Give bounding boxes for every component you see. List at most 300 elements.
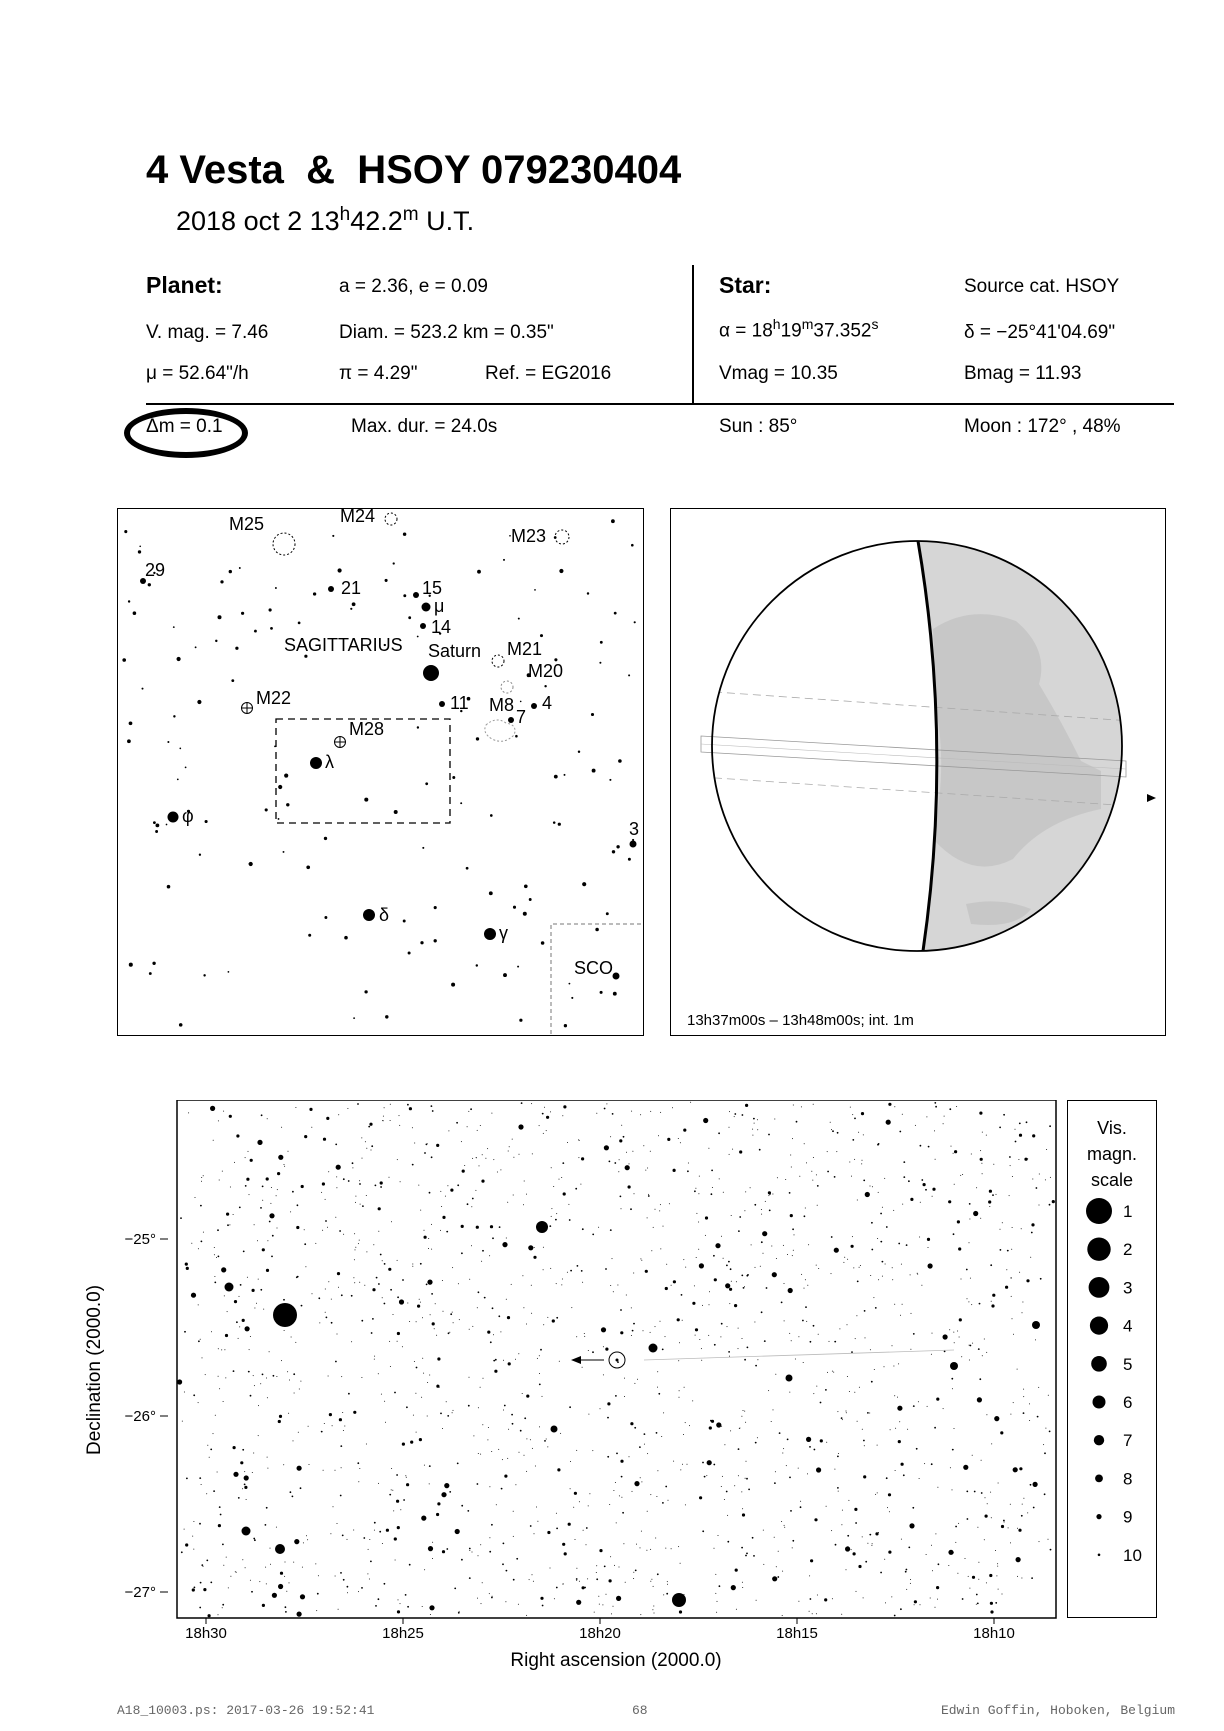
field-star <box>685 1267 686 1268</box>
field-star <box>449 1491 451 1493</box>
field-star <box>480 1387 481 1388</box>
field-star <box>403 1499 405 1501</box>
field-star <box>468 1405 470 1407</box>
field-star <box>304 1229 305 1230</box>
field-star <box>864 1310 866 1312</box>
field-star <box>321 1431 323 1433</box>
field-star <box>581 1157 584 1160</box>
field-star <box>789 1392 790 1393</box>
field-star <box>478 1407 479 1408</box>
field-star <box>633 1323 635 1325</box>
field-star <box>838 1491 839 1492</box>
field-star <box>859 1387 860 1388</box>
field-star <box>647 1168 648 1169</box>
field-star <box>663 1226 664 1227</box>
field-star <box>359 1240 360 1241</box>
field-star <box>634 1383 635 1384</box>
field-star <box>535 1466 536 1467</box>
field-star <box>458 1612 460 1614</box>
field-star <box>813 1157 814 1158</box>
finder-star <box>203 974 205 976</box>
field-star <box>512 1139 513 1140</box>
finder-label: 21 <box>341 578 362 598</box>
field-star <box>563 1584 564 1585</box>
field-star <box>1021 1578 1022 1579</box>
field-star <box>578 1157 579 1158</box>
field-star <box>728 1351 730 1353</box>
field-star <box>315 1563 316 1564</box>
field-star <box>1018 1529 1021 1532</box>
footer-file: A18_10003.ps: 2017-03-26 19:52:41 <box>117 1703 375 1718</box>
field-star <box>701 1348 702 1349</box>
globular-m22-symbol <box>242 703 253 714</box>
field-star <box>986 1582 987 1583</box>
field-star <box>276 1195 277 1196</box>
field-star <box>523 1204 524 1205</box>
field-star <box>262 1604 265 1607</box>
field-star <box>205 1374 206 1375</box>
field-star <box>625 1165 630 1170</box>
field-star <box>846 1411 847 1412</box>
field-star <box>680 1469 681 1470</box>
finder-star <box>235 647 238 650</box>
field-star <box>729 1127 730 1128</box>
field-star <box>614 1565 615 1566</box>
finder-star <box>600 641 603 644</box>
field-star <box>576 1568 577 1569</box>
field-star <box>628 1185 631 1188</box>
field-star <box>894 1304 895 1305</box>
field-star <box>539 1373 540 1374</box>
field-star <box>335 1361 337 1363</box>
cluster-m24-symbol <box>385 513 397 525</box>
field-star <box>645 1270 648 1273</box>
field-star <box>576 1450 577 1451</box>
field-star <box>530 1525 532 1527</box>
field-star <box>829 1341 830 1342</box>
field-star <box>842 1510 843 1511</box>
field-star <box>495 1359 497 1361</box>
field-star <box>789 1333 790 1334</box>
finder-star <box>124 530 127 533</box>
field-star <box>787 1439 789 1441</box>
field-star <box>218 1524 221 1527</box>
field-star <box>507 1202 508 1203</box>
asteroid-track <box>644 1350 954 1360</box>
field-star <box>337 1272 340 1275</box>
field-star <box>489 1486 490 1487</box>
field-star <box>249 1349 250 1350</box>
field-star <box>729 1288 732 1291</box>
field-star <box>300 1594 305 1599</box>
field-star <box>353 1530 354 1531</box>
field-star <box>353 1411 356 1414</box>
field-star <box>620 1331 623 1334</box>
field-star <box>518 1604 519 1605</box>
field-star <box>416 1432 417 1433</box>
field-star <box>431 1249 432 1250</box>
magnitude-label: 6 <box>1123 1393 1133 1412</box>
field-star <box>948 1200 951 1203</box>
field-star <box>295 1342 296 1343</box>
magnitude-dot <box>1094 1435 1104 1445</box>
field-star <box>892 1345 893 1346</box>
field-star <box>744 1359 746 1361</box>
field-star <box>477 1307 478 1308</box>
field-star <box>543 1269 544 1270</box>
field-star <box>1016 1557 1021 1562</box>
field-star <box>473 1435 474 1436</box>
field-star <box>736 1609 737 1610</box>
planet-diameter: Diam. = 523.2 km = 0.35" <box>339 322 554 343</box>
field-star <box>327 1227 328 1228</box>
field-star <box>877 1492 878 1493</box>
field-star <box>742 1508 743 1509</box>
field-star <box>201 1241 203 1243</box>
field-star <box>372 1318 374 1320</box>
field-star <box>455 1529 460 1534</box>
field-star <box>768 1134 770 1136</box>
field-star <box>709 1304 710 1305</box>
field-star <box>1001 1525 1004 1528</box>
field-star <box>293 1562 294 1563</box>
field-star <box>765 1201 766 1202</box>
field-star <box>708 1148 709 1149</box>
field-star <box>441 1492 446 1497</box>
field-star <box>813 1325 815 1327</box>
field-star <box>492 1237 494 1239</box>
field-star <box>744 1286 745 1287</box>
field-star <box>423 1373 424 1374</box>
finder-label: 3 <box>629 819 640 839</box>
field-star <box>322 1182 325 1185</box>
field-star <box>389 1341 390 1342</box>
field-star <box>441 1206 442 1207</box>
field-star <box>429 1192 431 1194</box>
field-star <box>434 1328 435 1329</box>
field-star <box>389 1177 390 1178</box>
field-star <box>444 1483 449 1488</box>
field-star <box>374 1530 375 1531</box>
finder-star <box>241 612 244 615</box>
finder-star <box>344 936 348 940</box>
field-star <box>412 1127 413 1128</box>
field-star <box>979 1303 981 1305</box>
field-star <box>994 1416 999 1421</box>
field-star <box>366 1148 367 1149</box>
field-star <box>289 1380 290 1381</box>
field-star <box>870 1349 871 1350</box>
field-star <box>560 1433 561 1434</box>
field-star <box>696 1257 697 1258</box>
field-star <box>888 1551 891 1554</box>
field-star <box>502 1563 504 1565</box>
field-star <box>335 1144 337 1146</box>
field-star <box>272 1235 274 1237</box>
field-star <box>951 1146 952 1147</box>
field-star <box>949 1108 951 1110</box>
field-star <box>351 1341 352 1342</box>
field-star <box>250 1336 251 1337</box>
field-star <box>832 1130 834 1132</box>
finder-star <box>460 802 462 804</box>
field-star <box>802 1320 804 1322</box>
field-star <box>995 1550 996 1551</box>
field-star <box>817 1205 818 1206</box>
magnitude-dot <box>1090 1317 1108 1335</box>
field-star <box>354 1282 355 1283</box>
field-star <box>667 1584 668 1585</box>
field-star <box>937 1599 938 1600</box>
field-star <box>742 1114 744 1116</box>
field-star <box>491 1524 493 1526</box>
field-star <box>369 1123 372 1126</box>
field-star <box>877 1238 878 1239</box>
field-star <box>240 1284 242 1286</box>
field-star <box>782 1453 783 1454</box>
field-star <box>222 1604 224 1606</box>
field-star <box>592 1351 594 1353</box>
field-star <box>1000 1249 1002 1251</box>
field-star <box>998 1483 999 1484</box>
field-star <box>371 1332 373 1334</box>
field-star <box>369 1539 370 1540</box>
finder-star <box>403 532 406 535</box>
field-star <box>833 1372 834 1373</box>
field-star <box>640 1614 641 1615</box>
field-star <box>498 1315 500 1317</box>
field-star <box>798 1601 799 1602</box>
finder-star <box>286 803 289 806</box>
field-star <box>437 1502 440 1505</box>
field-star <box>817 1185 819 1187</box>
field-star <box>266 1583 267 1584</box>
field-star <box>399 1115 400 1116</box>
finder-star <box>364 798 368 802</box>
field-star <box>892 1267 893 1268</box>
star-lambda <box>310 757 322 769</box>
field-star <box>679 1342 680 1343</box>
field-star <box>791 1167 792 1168</box>
field-star <box>300 1381 301 1382</box>
field-star <box>476 1226 479 1229</box>
field-star <box>1026 1121 1028 1123</box>
field-star <box>357 1103 359 1105</box>
field-star <box>752 1129 753 1130</box>
field-star <box>738 1475 739 1476</box>
field-star <box>348 1393 350 1395</box>
field-star <box>898 1243 900 1245</box>
field-star <box>899 1131 901 1133</box>
field-star <box>699 1176 700 1177</box>
field-star <box>305 1266 306 1267</box>
field-star <box>201 1484 202 1485</box>
field-star <box>650 1494 651 1495</box>
field-star <box>543 1133 544 1134</box>
field-star <box>501 1488 503 1490</box>
field-star <box>526 1615 527 1616</box>
field-star <box>1052 1200 1055 1203</box>
field-star <box>432 1110 434 1112</box>
field-star <box>730 1430 731 1431</box>
finder-star <box>540 634 543 637</box>
field-star <box>436 1335 437 1336</box>
field-star <box>741 1416 742 1417</box>
field-star <box>318 1297 320 1299</box>
finder-label: M23 <box>511 526 547 546</box>
field-star <box>588 1350 589 1351</box>
field-star <box>918 1401 919 1402</box>
field-star <box>647 1511 648 1512</box>
field-star <box>647 1217 648 1218</box>
field-star <box>328 1171 329 1172</box>
field-star <box>379 1531 381 1533</box>
field-star <box>769 1193 771 1195</box>
field-star <box>503 1410 504 1411</box>
finder-star <box>578 750 580 752</box>
finder-star <box>197 700 201 704</box>
star-bmag: Bmag = 11.93 <box>964 363 1082 384</box>
field-star <box>437 1385 438 1386</box>
field-star <box>277 1172 280 1175</box>
field-star <box>219 1388 220 1389</box>
field-star <box>381 1394 382 1395</box>
finder-star <box>275 587 277 589</box>
field-star <box>734 1113 736 1115</box>
field-star <box>600 1408 601 1409</box>
field-star <box>380 1186 382 1188</box>
field-star <box>708 1335 709 1336</box>
field-star <box>384 1107 385 1108</box>
field-star <box>390 1289 392 1291</box>
field-star <box>573 1507 574 1508</box>
finder-star <box>634 621 636 623</box>
field-star <box>851 1176 852 1177</box>
magnitude-scale-svg <box>1068 1101 1156 1617</box>
field-star <box>445 1196 446 1197</box>
field-star <box>807 1473 808 1474</box>
field-star <box>193 1394 195 1396</box>
field-star <box>431 1224 432 1225</box>
magnitude-label: 10 <box>1123 1545 1142 1565</box>
field-star <box>653 1227 654 1228</box>
star-7 <box>508 717 514 723</box>
finder-star <box>148 583 151 586</box>
field-star <box>290 1491 292 1493</box>
field-star <box>326 1317 328 1319</box>
field-star <box>660 1112 661 1113</box>
field-star <box>827 1151 828 1152</box>
field-star <box>422 1358 423 1359</box>
field-star <box>550 1268 551 1269</box>
field-star <box>931 1545 932 1546</box>
field-star <box>921 1179 923 1181</box>
field-star <box>906 1569 908 1571</box>
field-star <box>294 1539 299 1544</box>
field-star <box>897 1397 898 1398</box>
finder-star <box>422 847 424 849</box>
field-star <box>456 1122 458 1124</box>
star-4 <box>531 703 537 709</box>
field-star <box>245 1157 246 1158</box>
field-star <box>785 1179 786 1180</box>
field-star <box>300 1487 302 1489</box>
field-star <box>606 1103 607 1104</box>
field-star <box>728 1261 730 1263</box>
field-star <box>757 1129 758 1130</box>
field-star <box>647 1453 648 1454</box>
field-star <box>467 1126 468 1127</box>
field-star <box>428 1248 429 1249</box>
field-star <box>513 1511 514 1512</box>
field-star <box>976 1604 977 1605</box>
field-star <box>989 1206 990 1207</box>
field-star <box>397 1526 400 1529</box>
field-star <box>246 1499 247 1500</box>
finder-star <box>587 592 589 594</box>
finder-star <box>127 739 131 743</box>
field-star <box>1021 1228 1022 1229</box>
finder-label: 11 <box>450 693 469 713</box>
field-star <box>354 1259 355 1260</box>
field-star <box>967 1298 968 1299</box>
field-star <box>507 1316 510 1319</box>
finder-star <box>385 1015 388 1018</box>
field-star <box>575 1188 577 1190</box>
field-star <box>1031 1223 1034 1226</box>
field-star <box>800 1506 802 1508</box>
field-star <box>834 1248 839 1253</box>
field-star <box>729 1111 730 1112</box>
field-star <box>790 1155 791 1156</box>
field-star <box>262 1186 264 1188</box>
field-star <box>588 1505 589 1506</box>
field-star <box>449 1332 450 1333</box>
field-star <box>746 1478 748 1480</box>
field-star <box>893 1210 894 1211</box>
field-star <box>249 1194 250 1195</box>
field-star <box>784 1525 785 1526</box>
field-star <box>954 1428 955 1429</box>
field-star <box>854 1508 857 1511</box>
detail-chart <box>84 1100 1064 1680</box>
field-star <box>181 1551 183 1553</box>
field-star <box>467 1203 469 1205</box>
field-star <box>582 1367 583 1368</box>
field-star <box>221 1267 226 1272</box>
field-star <box>552 1319 555 1322</box>
finder-star <box>614 612 617 615</box>
field-star <box>446 1401 447 1402</box>
field-star <box>707 1460 712 1465</box>
field-star <box>624 1396 625 1397</box>
field-star <box>863 1134 864 1135</box>
field-star <box>952 1449 954 1451</box>
field-star <box>544 1440 546 1442</box>
field-star <box>816 1265 817 1266</box>
field-star <box>741 1491 742 1492</box>
field-star <box>277 1228 278 1229</box>
finder-star <box>153 821 156 824</box>
field-star <box>818 1268 819 1269</box>
finder-star <box>167 741 169 743</box>
star-14 <box>420 623 426 629</box>
field-star <box>769 1210 771 1212</box>
finder-star <box>425 782 428 785</box>
finder-star <box>520 701 522 703</box>
finder-star <box>564 1024 567 1027</box>
field-star <box>831 1273 832 1274</box>
